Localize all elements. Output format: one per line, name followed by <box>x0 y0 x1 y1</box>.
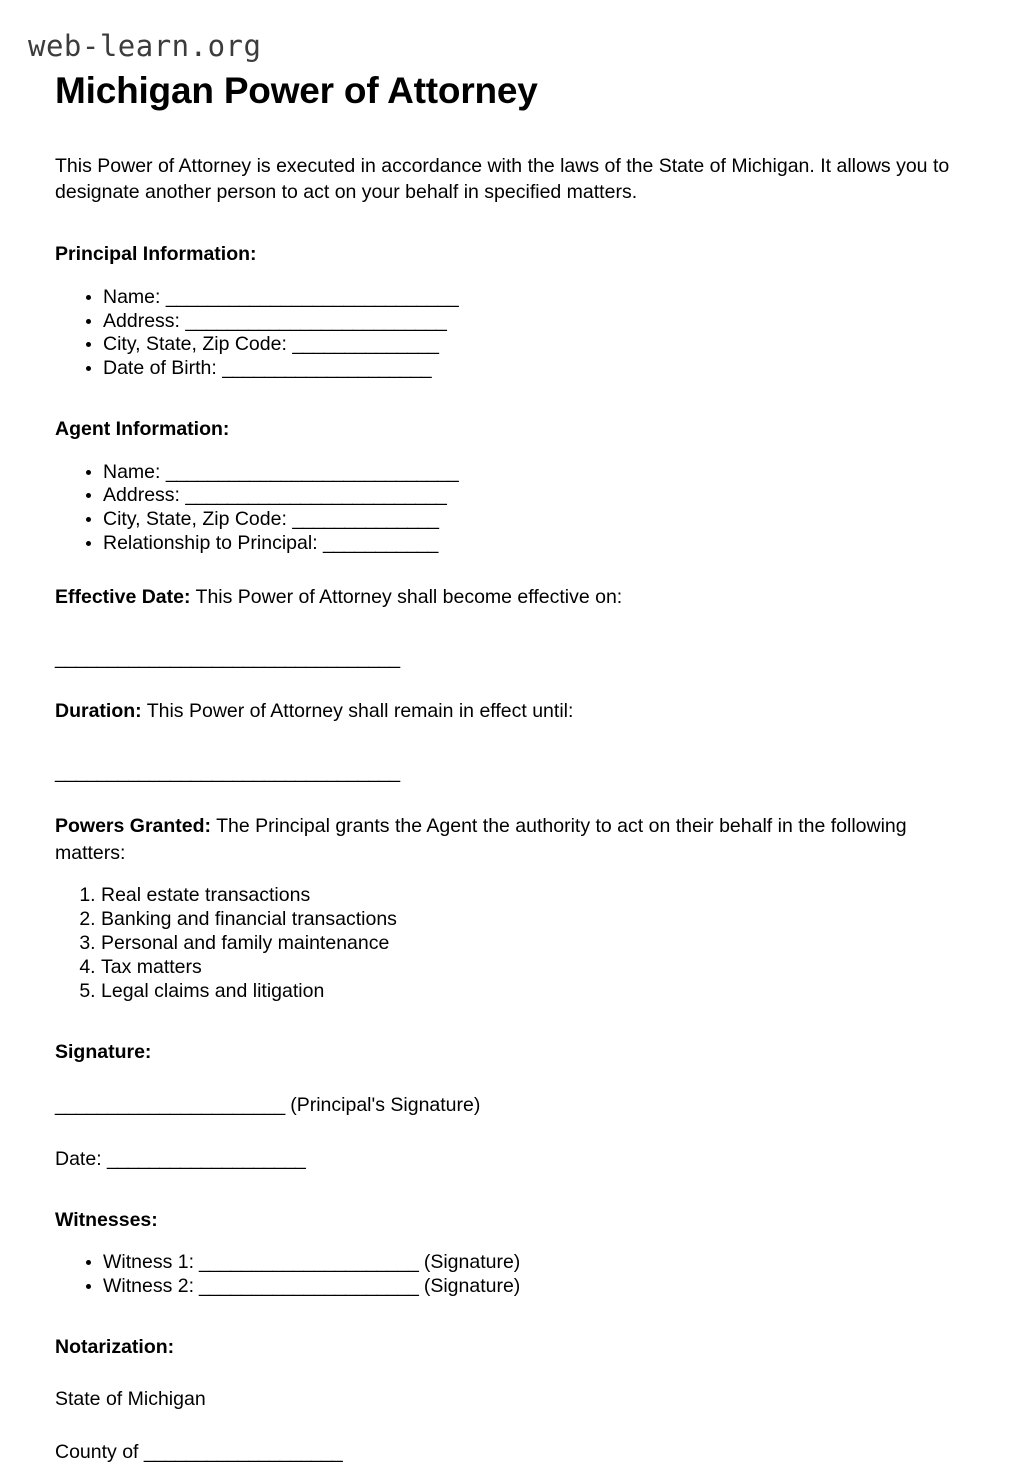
field-blank: ___________ <box>323 532 438 555</box>
list-item <box>103 357 967 381</box>
field-blank: ____________________ <box>222 357 432 380</box>
list-item <box>103 484 967 508</box>
list-item <box>103 508 967 532</box>
list-item <box>103 333 967 357</box>
signature-date-blank: ___________________ <box>107 1147 306 1170</box>
principal-signature-caption: (Principal's Signature) <box>284 1094 481 1117</box>
page-title: Michigan Power of Attorney <box>55 70 538 111</box>
duration-label: Duration: <box>55 700 142 723</box>
witnesses-heading: Witnesses: <box>55 1208 158 1231</box>
powers-granted-list <box>55 884 967 1003</box>
intro-paragraph: This Power of Attorney is executed in accordance with the laws of the State of Michigan. It allows you to designate another person to act on your behalf in specified matters. <box>55 154 950 204</box>
list-item: 1. Real estate transactions <box>101 884 967 908</box>
field-label: City, State, Zip Code: <box>103 333 287 356</box>
signature-date-row <box>55 1147 967 1172</box>
effective-date-label: Effective Date: <box>55 586 191 609</box>
field-blank: ______________ <box>292 508 439 531</box>
principal-information-heading: Principal Information: <box>55 243 257 266</box>
county-blank: ___________________ <box>143 1440 343 1463</box>
document-content <box>55 70 967 1465</box>
list-item: 2. Banking and financial transactions <box>101 908 967 932</box>
notarization-county-line <box>55 1440 967 1465</box>
list-item: 5. Legal claims and litigation <box>101 980 967 1004</box>
principal-signature-row <box>55 1093 967 1118</box>
field-blank: ______________ <box>292 333 439 356</box>
witness-blank: _____________________ <box>194 1275 419 1298</box>
effective-date-paragraph <box>55 584 967 611</box>
field-label: Relationship to Principal: <box>103 532 318 555</box>
list-item <box>103 461 967 485</box>
list-item <box>103 286 967 310</box>
list-item <box>103 532 967 556</box>
field-label: Name: <box>103 285 161 308</box>
witnesses-list <box>55 1251 967 1299</box>
field-blank: _________________________ <box>185 309 447 332</box>
list-item: 4. Tax matters <box>101 956 967 980</box>
field-blank: ____________________________ <box>165 285 459 308</box>
list-item <box>103 1251 967 1275</box>
witness-caption: (Signature) <box>418 1251 521 1274</box>
effective-date-text: This Power of Attorney shall become effective on: <box>190 586 623 609</box>
field-blank: ____________________________ <box>165 460 459 483</box>
powers-granted-text: The Principal grants the Agent the authority to act on their behalf in the following matters: <box>55 814 907 864</box>
list-item: 3. Personal and family maintenance <box>101 932 967 956</box>
county-label: County of <box>55 1440 144 1463</box>
powers-granted-paragraph <box>55 813 967 867</box>
site-logo: web-learn.org <box>28 29 262 63</box>
signature-date-label: Date: <box>55 1147 108 1170</box>
duration-paragraph <box>55 698 967 725</box>
field-label: Name: <box>103 460 161 483</box>
field-label: Address: <box>103 309 180 332</box>
signature-heading: Signature: <box>55 1040 152 1063</box>
witness-blank: _____________________ <box>194 1251 419 1274</box>
list-item <box>103 1275 967 1299</box>
effective-date-blank: _________________________________ <box>55 646 400 669</box>
agent-field-list <box>55 461 967 557</box>
duration-text: This Power of Attorney shall remain in effect until: <box>141 700 574 723</box>
field-blank: _________________________ <box>185 484 447 507</box>
powers-granted-label: Powers Granted: <box>55 814 212 837</box>
duration-blank: _________________________________ <box>55 761 400 784</box>
witness-label: Witness 1: <box>103 1251 195 1274</box>
notarization-state-line: State of Michigan <box>55 1388 206 1411</box>
field-label: Date of Birth: <box>103 357 217 380</box>
notarization-heading: Notarization: <box>55 1335 175 1358</box>
field-label: City, State, Zip Code: <box>103 508 287 531</box>
witness-caption: (Signature) <box>418 1275 521 1298</box>
witness-label: Witness 2: <box>103 1275 195 1298</box>
field-label: Address: <box>103 484 180 507</box>
list-item <box>103 310 967 334</box>
principal-signature-blank: ______________________ <box>55 1094 285 1117</box>
principal-field-list <box>55 286 967 382</box>
agent-information-heading: Agent Information: <box>55 418 230 441</box>
